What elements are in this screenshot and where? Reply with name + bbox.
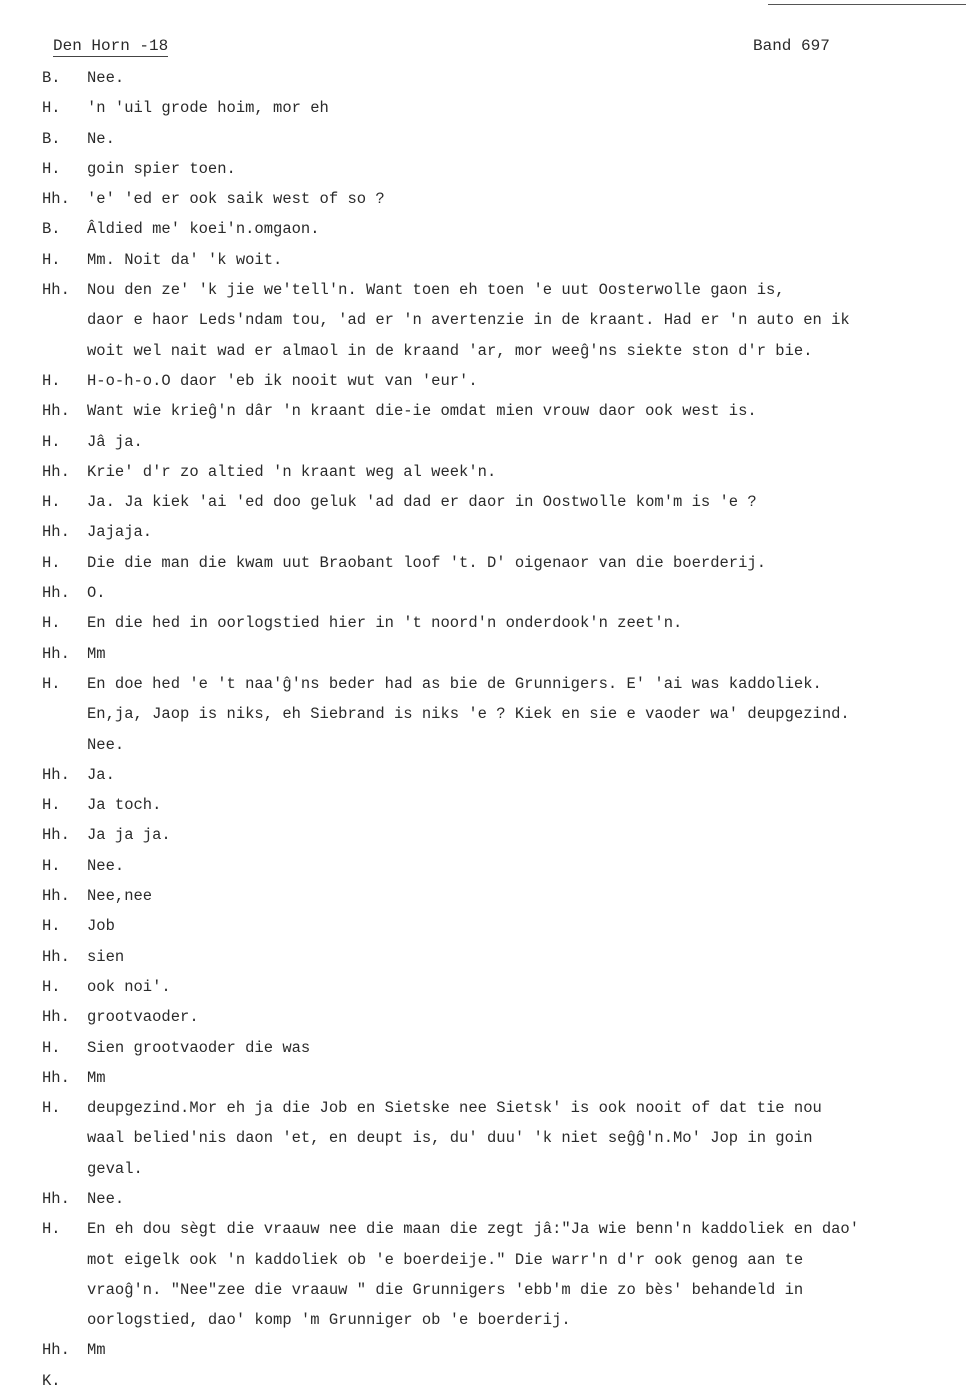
transcript-turn — [42, 1063, 964, 1093]
speaker-label: H. — [42, 493, 61, 512]
speaker-label: K. — [42, 1371, 61, 1390]
speaker-label: H. — [42, 553, 61, 572]
utterance-line: En doe hed 'e 't naa'ĝ'ns beder had as bie de Grunnigers. E' 'ai was kaddoliek. — [87, 674, 822, 693]
utterance-line: En eh dou sègt die vraauw nee die maan die zegt jâ:"Ja wie benn'n kaddoliek en dao' — [87, 1220, 860, 1239]
speaker-label: H. — [42, 371, 61, 390]
speaker-label: H. — [42, 1038, 61, 1057]
utterance-line: Nee. — [87, 856, 125, 875]
speaker-label: H. — [42, 250, 61, 269]
utterance-line: woit wel nait wad er almaol in de kraand 'ar, mor weeĝ'ns siekte ston d'r bie. — [87, 341, 813, 360]
transcript-turn — [42, 396, 964, 426]
top-edge-rule — [768, 4, 966, 5]
speaker-label: Hh. — [42, 887, 70, 906]
transcript-turn — [42, 1093, 964, 1184]
speaker-label: H. — [42, 1099, 61, 1118]
utterance-line: vraoĝ'n. "Nee"zee die vraauw " die Grunnigers 'ebb'm die zo bès' behandeld in — [87, 1280, 804, 1299]
utterance-line: Die die man die kwam uut Braobant loof 't. D' oigenaor van die boerderij. — [87, 553, 767, 572]
transcript-turn — [42, 1214, 964, 1335]
transcript-turn — [42, 1002, 964, 1032]
speaker-label: Hh. — [42, 644, 70, 663]
transcript-turn — [42, 548, 964, 578]
utterance-line: daor e haor Leds'ndam tou, 'ad er 'n avertenzie in de kraant. Had er 'n auto en ik — [87, 311, 850, 330]
utterance-line: Ja. Ja kiek 'ai 'ed doo geluk 'ad dad er daor in Oostwolle kom'm is 'e ? — [87, 493, 757, 512]
speaker-label: Hh. — [42, 1008, 70, 1027]
speaker-label: H. — [42, 432, 61, 451]
transcript-turn — [42, 214, 964, 244]
transcript-turn — [42, 1335, 964, 1365]
utterance-line: grootvaoder. — [87, 1008, 199, 1027]
utterance-line: O. — [87, 584, 106, 603]
speaker-label: Hh. — [42, 584, 70, 603]
utterance-line: sien — [87, 947, 125, 966]
transcript-turn — [42, 63, 964, 93]
utterance-line: mot eigelk ook 'n kaddoliek ob 'e boerdeije." Die warr'n d'r ook genog aan te — [87, 1250, 804, 1269]
utterance-line: Nee. — [87, 1189, 125, 1208]
utterance-line: Ne. — [87, 129, 115, 148]
speaker-label: Hh. — [42, 765, 70, 784]
transcript-turn — [42, 790, 964, 820]
transcript-turn — [42, 275, 964, 366]
transcript-turn — [42, 820, 964, 850]
utterance-line: Mm. Noit da' 'k woit. — [87, 250, 283, 269]
utterance-line: 'n 'uil grode hoim, mor eh — [87, 99, 329, 118]
speaker-label: Hh. — [42, 190, 70, 209]
speaker-label: H. — [42, 674, 61, 693]
utterance-line: Ja ja ja. — [87, 826, 171, 845]
utterance-line: Want wie krieĝ'n dâr 'n kraant die-ie omdat mien vrouw daor ook west is. — [87, 402, 757, 421]
utterance-line: goin spier toen. — [87, 159, 236, 178]
utterance-line — [87, 1366, 964, 1396]
utterance-line: 'e' 'ed er ook saik west of so ? — [87, 190, 385, 209]
transcript-turn — [42, 1033, 964, 1063]
utterance-line: Âldied me' koei'n.omgaon. — [87, 220, 320, 239]
transcript-turn — [42, 608, 964, 638]
speaker-label: Hh. — [42, 1341, 70, 1360]
speaker-label: Hh. — [42, 1068, 70, 1087]
utterance-line: Nou den ze' 'k jie we'tell'n. Want toen eh toen 'e uut Oosterwolle gaon is, — [87, 281, 785, 300]
speaker-label: H. — [42, 614, 61, 633]
transcript-turn — [42, 517, 964, 547]
utterance-line: En die hed in oorlogstied hier in 't noord'n onderdook'n zeet'n. — [87, 614, 683, 633]
page-header — [53, 36, 853, 60]
transcript-turn — [42, 760, 964, 790]
transcript-turn — [42, 487, 964, 517]
speaker-label: Hh. — [42, 947, 70, 966]
speaker-label: Hh. — [42, 523, 70, 542]
speaker-label: B. — [42, 129, 61, 148]
utterance-line: Mm — [87, 644, 106, 663]
transcript-turn — [42, 93, 964, 123]
speaker-label: Hh. — [42, 281, 70, 300]
speaker-label: H. — [42, 796, 61, 815]
transcript-turn — [42, 366, 964, 396]
speaker-label: Hh. — [42, 826, 70, 845]
speaker-label: H. — [42, 977, 61, 996]
speaker-label: H. — [42, 159, 61, 178]
transcript-turn — [42, 457, 964, 487]
speaker-label: B. — [42, 69, 61, 87]
speaker-label: B. — [42, 220, 61, 239]
transcript-body — [42, 63, 964, 1396]
utterance-line: Nee. — [87, 735, 125, 754]
speaker-label: H. — [42, 99, 61, 118]
utterance-line: Nee,nee — [87, 887, 153, 906]
utterance-line: Jajaja. — [87, 523, 153, 542]
transcript-turn — [42, 881, 964, 911]
utterance-line: geval. — [87, 1159, 143, 1178]
transcript-turn — [42, 245, 964, 275]
transcript-turn — [42, 1184, 964, 1214]
transcript-turn — [42, 154, 964, 184]
transcript-turn — [42, 669, 964, 760]
speaker-label: Hh. — [42, 402, 70, 421]
utterance-line: Mm — [87, 1341, 106, 1360]
transcript-turn — [42, 124, 964, 154]
transcript-turn — [42, 639, 964, 669]
speaker-label: Hh. — [42, 462, 70, 481]
utterance-line: Ja toch. — [87, 796, 162, 815]
speaker-label: H. — [42, 1220, 61, 1239]
transcript-turn — [42, 911, 964, 941]
utterance-line: Krie' d'r zo altied 'n kraant weg al week'n. — [87, 462, 497, 481]
utterance-line: waal belied'nis daon 'et, en deupt is, du' duu' 'k niet seĝĝ'n.Mo' Jop in goin — [87, 1129, 813, 1148]
header-location-page: Den Horn -18 — [53, 37, 169, 55]
transcript-turn — [42, 1366, 964, 1396]
transcript-turn — [42, 427, 964, 457]
speaker-label: H. — [42, 917, 61, 936]
utterance-line: Jâ ja. — [87, 432, 143, 451]
transcript-turn — [42, 184, 964, 214]
utterance-line: Sien grootvaoder die was — [87, 1038, 311, 1057]
utterance-line: Nee. — [87, 69, 125, 87]
transcript-turn — [42, 942, 964, 972]
utterance-line: En,ja, Jaop is niks, eh Siebrand is niks 'e ? Kiek en sie e vaoder wa' deupgezind. — [87, 705, 850, 724]
speaker-label: H. — [42, 856, 61, 875]
transcript-turn — [42, 972, 964, 1002]
utterance-line: deupgezind.Mor eh ja die Job en Sietske nee Sietsk' is ook nooit of dat tie nou — [87, 1099, 822, 1118]
utterance-line: Mm — [87, 1068, 106, 1087]
utterance-line: Job — [87, 917, 115, 936]
utterance-line: ook noi'. — [87, 977, 171, 996]
utterance-line: Ja. — [87, 765, 115, 784]
transcript-turn — [42, 578, 964, 608]
transcript-turn — [42, 851, 964, 881]
utterance-line: oorlogstied, dao' komp 'm Grunniger ob 'e boerderij. — [87, 1311, 571, 1330]
speaker-label: Hh. — [42, 1189, 70, 1208]
utterance-line: H-o-h-o.O daor 'eb ik nooit wut van 'eur'. — [87, 371, 478, 390]
header-tape-number: Band 697 — [753, 37, 830, 55]
